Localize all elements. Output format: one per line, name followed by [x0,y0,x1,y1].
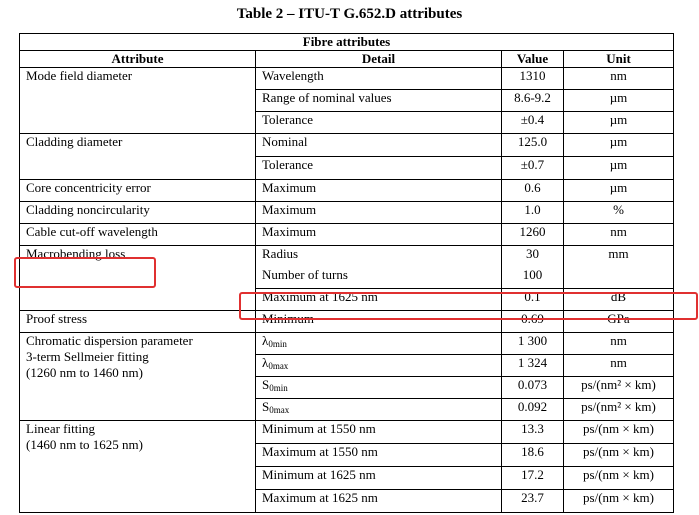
value-cell: 0.1 [502,289,564,311]
unit-cell: ps/(nm² × km) [564,399,674,421]
unit-cell: ps/(nm × km) [564,421,674,444]
value-cell: ±0.4 [502,112,564,134]
detail-cell: Tolerance [256,112,502,134]
value-cell: 23.7 [502,490,564,513]
symbol-lambda: λ [262,355,269,370]
unit-cell: µm [564,157,674,180]
attribute-cell: Macrobending loss [20,246,256,311]
detail-cell: Minimum at 1550 nm [256,421,502,444]
unit-cell: nm [564,224,674,246]
symbol-subscript: 0min [269,383,288,393]
attribute-line: (1260 nm to 1460 nm) [26,365,143,380]
table-row [20,311,674,333]
table-row [20,333,674,355]
table-row [20,202,674,224]
detail-cell: Minimum at 1625 nm [256,467,502,490]
attribute-cell: Cladding noncircularity [20,202,256,224]
detail-cell: Range of nominal values [256,90,502,112]
unit-cell: nm [564,355,674,377]
value-cell: 13.3 [502,421,564,444]
value-cell: 1 300 [502,333,564,355]
attribute-cell: Proof stress [20,311,256,333]
unit-cell: nm [564,68,674,90]
attribute-line: Chromatic dispersion parameter [26,333,193,348]
unit-cell: ps/(nm × km) [564,467,674,490]
value-cell: 0.6 [502,180,564,202]
symbol-lambda: λ [262,333,269,348]
unit-cell: µm [564,134,674,157]
table-title: Table 2 – ITU-T G.652.D attributes [236,6,463,22]
detail-cell: Maximum [256,224,502,246]
table-row [20,224,674,246]
detail-cell: Number of turns [256,267,502,289]
unit-cell: nm [564,333,674,355]
attribute-cell [20,421,256,513]
detail-cell [256,355,502,377]
value-cell: 0.69 [502,311,564,333]
unit-cell: ps/(nm × km) [564,444,674,467]
detail-cell: Maximum [256,180,502,202]
detail-cell: Minimum [256,311,502,333]
table-row [20,246,674,268]
table-row [20,421,674,444]
unit-cell [564,267,674,289]
attribute-cell: Mode field diameter [20,68,256,134]
column-header-unit: Unit [564,51,674,68]
value-cell: ±0.7 [502,157,564,180]
detail-cell: Maximum at 1625 nm [256,490,502,513]
value-cell: 1.0 [502,202,564,224]
unit-cell: ps/(nm × km) [564,490,674,513]
column-header-attribute: Attribute [20,51,256,68]
detail-cell: Tolerance [256,157,502,180]
detail-cell: Maximum [256,202,502,224]
unit-cell: µm [564,180,674,202]
attribute-line: Linear fitting [26,421,95,436]
column-header-detail: Detail [256,51,502,68]
detail-cell [256,399,502,421]
attribute-cell [20,333,256,421]
symbol-subscript: 0max [268,361,289,371]
table-row [20,68,674,90]
value-cell: 17.2 [502,467,564,490]
symbol-subscript: 0max [269,405,290,415]
unit-cell: ps/(nm² × km) [564,377,674,399]
column-header-value: Value [502,51,564,68]
detail-cell: Wavelength [256,68,502,90]
value-cell: 1 324 [502,355,564,377]
attribute-cell: Core concentricity error [20,180,256,202]
table-row [20,180,674,202]
unit-cell: mm [564,246,674,268]
detail-cell [256,333,502,355]
detail-cell: Nominal [256,134,502,157]
attributes-table [19,33,674,513]
attribute-cell: Cladding diameter [20,134,256,180]
value-cell: 1310 [502,68,564,90]
value-cell: 30 [502,246,564,268]
unit-cell: GPa [564,311,674,333]
symbol-subscript: 0min [268,339,287,349]
table-row [20,134,674,157]
unit-cell: dB [564,289,674,311]
attribute-line: 3-term Sellmeier fitting [26,349,149,364]
attribute-cell: Cable cut-off wavelength [20,224,256,246]
section-header: Fibre attributes [20,34,674,51]
unit-cell: µm [564,90,674,112]
value-cell: 125.0 [502,134,564,157]
value-cell: 100 [502,267,564,289]
value-cell: 0.092 [502,399,564,421]
value-cell: 8.6-9.2 [502,90,564,112]
detail-cell: Maximum at 1625 nm [256,289,502,311]
symbol-s: S [262,377,270,392]
unit-cell: µm [564,112,674,134]
unit-cell: % [564,202,674,224]
detail-cell [256,377,502,399]
symbol-s: S [262,399,270,414]
value-cell: 18.6 [502,444,564,467]
value-cell: 1260 [502,224,564,246]
attribute-line: (1460 nm to 1625 nm) [26,437,143,452]
detail-cell: Maximum at 1550 nm [256,444,502,467]
detail-cell: Radius [256,246,502,268]
value-cell: 0.073 [502,377,564,399]
